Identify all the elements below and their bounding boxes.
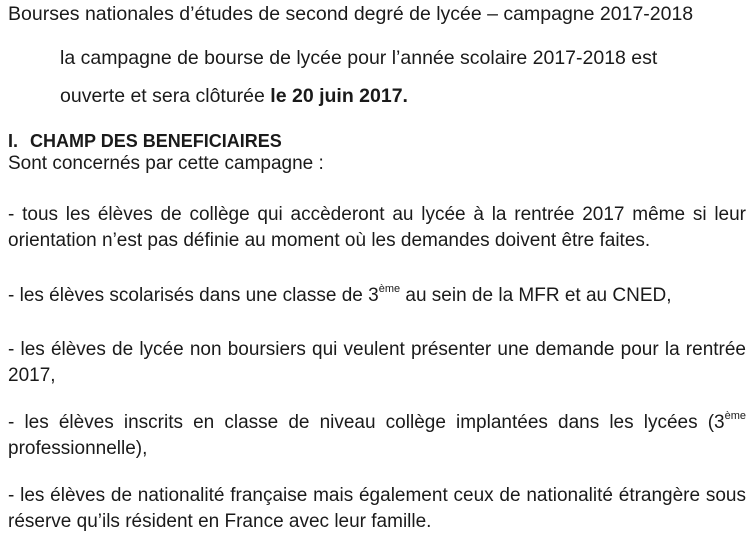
beneficiary-item-3 (8, 337, 746, 389)
intro-text: ouverte et sera clôturée (60, 85, 271, 107)
section-title: CHAMP DES BENEFICIAIRES (30, 131, 282, 151)
beneficiary-item-4 (8, 410, 746, 462)
item-4-line-2: professionnelle), (8, 438, 148, 459)
item-4-superscript: ème (724, 410, 746, 422)
item-1-line-1: - tous les élèves de collège qui accèderont au lycée à la rentrée 2017 même si leur (8, 204, 746, 225)
section-heading (8, 129, 282, 153)
beneficiary-item-2 (8, 283, 746, 309)
intro-line-1: la campagne de bourse de lycée pour l’année scolaire 2017-2018 est (60, 47, 658, 69)
item-4-text-before: - les élèves inscrits en classe de niveau collège implantées dans les lycées (3 (8, 412, 725, 433)
item-5-line-1: - les élèves de nationalité française mais également ceux de nationalité étrangère sous (8, 485, 746, 506)
section-number: I. (8, 131, 19, 151)
intro-period: . (402, 85, 408, 107)
beneficiary-item-1 (8, 202, 746, 254)
item-2-text-after: au sein de la MFR et au CNED, (400, 285, 672, 306)
item-3-line-2: 2017, (8, 365, 56, 386)
item-4-line-1 (8, 410, 746, 436)
beneficiary-item-5 (8, 483, 746, 535)
item-2-text-before: - les élèves scolarisés dans une classe de 3 (8, 285, 379, 306)
item-1-line-2: orientation n’est pas définie au moment où les demandes doivent être faites. (8, 230, 651, 251)
closing-date: le 20 juin 2017 (270, 85, 403, 107)
intro-line-2 (60, 84, 408, 108)
document-title: Bourses nationales d’études de second degré de lycée – campagne 2017-2018 (8, 3, 694, 25)
section-subheading: Sont concernés par cette campagne : (8, 153, 324, 174)
item-2-superscript: ème (378, 283, 401, 295)
item-5-line-2: réserve qu’ils résident en France avec leur famille. (8, 511, 432, 532)
item-3-line-1: - les élèves de lycée non boursiers qui veulent présenter une demande pour la rentrée (8, 339, 746, 360)
